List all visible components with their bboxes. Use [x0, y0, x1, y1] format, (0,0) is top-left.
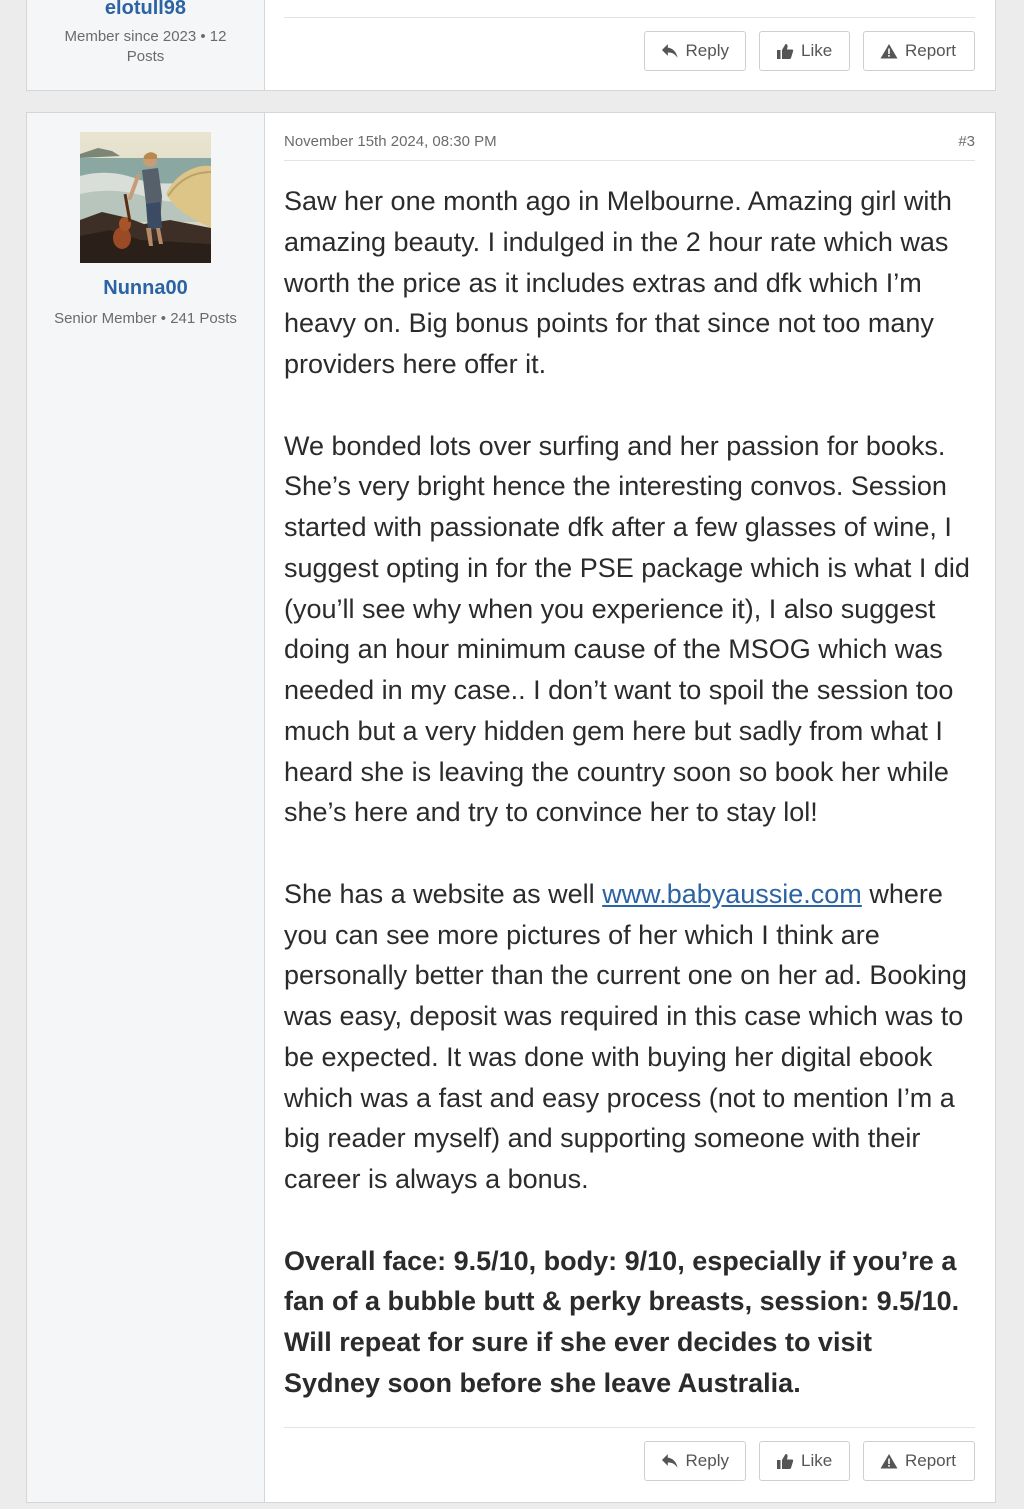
post-content: [284, 113, 975, 1502]
report-button[interactable]: [863, 1441, 975, 1481]
post-paragraph: We bonded lots over surfing and her passion for books. She’s very bright hence the interesting convos. Session started with passionate dfk after a few glasses of wine, I suggest opting in for the PSE package which is what I did (you’ll see why when you experience it), I also suggest doing an hour minimum cause of the MSOG which was needed in my case.. I don’t want to spoil the session too much but a very hidden gem here but sadly from what I heard she is leaving the country soon so book her while she’s here and try to convince her to stay lol!: [284, 430, 970, 828]
post-body: [284, 181, 975, 1404]
post-content: [284, 0, 975, 90]
divider: [284, 1427, 975, 1428]
like-button[interactable]: [759, 1441, 850, 1481]
report-button[interactable]: [863, 31, 975, 71]
like-button[interactable]: [759, 31, 850, 71]
reply-icon: [661, 1453, 679, 1469]
thumbs-up-icon: [776, 43, 794, 60]
report-label: Report: [905, 41, 957, 60]
reply-label: Reply: [685, 41, 729, 60]
reply-button[interactable]: [644, 1441, 746, 1481]
member-meta: Member since 2023 • 12 Posts: [64, 28, 227, 65]
website-link[interactable]: www.babyaussie.com: [602, 878, 862, 909]
reply-button[interactable]: [644, 31, 746, 71]
post-summary: Overall face: 9.5/10, body: 9/10, especially if you’re a fan of a bubble butt & perky breasts, session: 9.5/10. Will repeat for sure if she ever decides to visit Sydney soon before she leave Australia.: [284, 1245, 960, 1398]
paragraph-text: where you can see more pictures of her which I think are personally better than the current one on her ad. Booking was easy, deposit was required in this case which was to be expected. It was done with buying her digital ebook which was a fast and easy process (not to mention I’m a big reader myself) and supporting someone with their career is always a bonus.: [284, 878, 967, 1194]
post-paragraph: [284, 874, 975, 1200]
avatar[interactable]: [80, 132, 211, 263]
username-link[interactable]: elotull98: [104, 0, 187, 19]
divider: [284, 160, 975, 161]
divider: [284, 17, 975, 18]
post-paragraph: Saw her one month ago in Melbourne. Amazing girl with amazing beauty. I indulged in the 2 hour rate which was worth the price as it includes extras and dfk which I’m heavy on. Big bonus points for that since not too many providers here offer it.: [284, 186, 952, 379]
post-date: November 15th 2024, 08:30 PM: [284, 133, 497, 150]
warning-icon: [880, 1453, 898, 1469]
thumbs-up-icon: [776, 1453, 794, 1470]
paragraph-text: She has a website as well: [284, 878, 603, 909]
username-link[interactable]: Nunna00: [103, 277, 188, 299]
warning-icon: [880, 43, 898, 59]
member-meta: Senior Member • 241 Posts: [54, 310, 237, 327]
user-info-panel: [27, 0, 265, 90]
user-info-panel: [27, 113, 265, 1502]
reply-label: Reply: [685, 1451, 729, 1470]
previous-post: [26, 0, 996, 91]
post-actions: [644, 1441, 975, 1481]
report-label: Report: [905, 1451, 957, 1470]
like-label: Like: [801, 1451, 833, 1470]
reply-icon: [661, 43, 679, 59]
like-label: Like: [801, 41, 833, 60]
forum-post: [26, 112, 996, 1503]
post-actions: [644, 31, 975, 71]
post-number-link[interactable]: #3: [958, 133, 975, 150]
